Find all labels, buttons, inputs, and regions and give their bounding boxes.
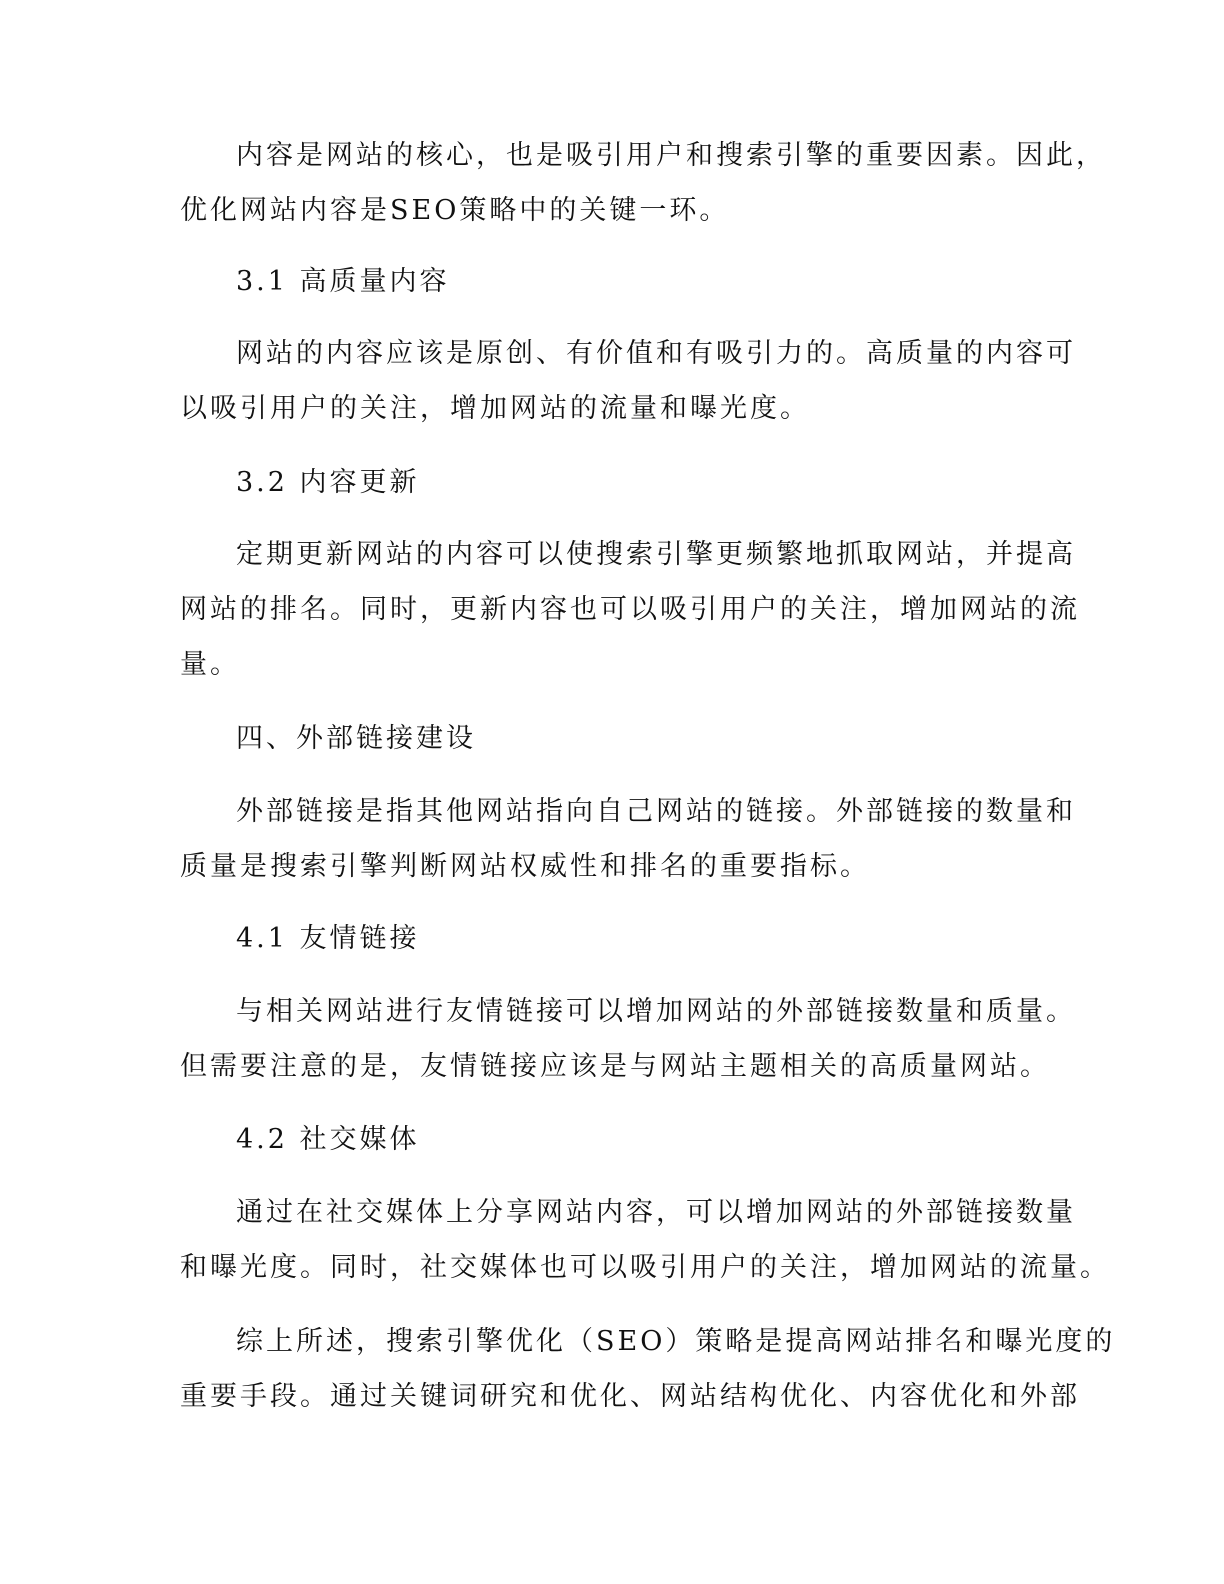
paragraph-line: 质量是搜索引擎判断网站权威性和排名的重要指标。 <box>180 851 870 882</box>
paragraph-line: 内容是网站的核心，也是吸引用户和搜索引擎的重要因素。因此， <box>236 140 1106 171</box>
paragraph-line: 和曝光度。同时，社交媒体也可以吸引用户的关注，增加网站的流量。 <box>180 1252 1110 1283</box>
paragraph-line: 综上所述，搜索引擎优化（SEO）策略是提高网站排名和曝光度的 <box>236 1326 1116 1357</box>
paragraph-line: 网站的内容应该是原创、有价值和有吸引力的。高质量的内容可 <box>236 338 1076 369</box>
paragraph-line: 通过在社交媒体上分享网站内容，可以增加网站的外部链接数量 <box>236 1197 1076 1228</box>
paragraph-line: 与相关网站进行友情链接可以增加网站的外部链接数量和质量。 <box>236 996 1076 1027</box>
paragraph-line: 但需要注意的是，友情链接应该是与网站主题相关的高质量网站。 <box>180 1051 1050 1082</box>
section-heading: 4.1 友情链接 <box>236 923 420 954</box>
section-heading: 四、外部链接建设 <box>236 723 476 754</box>
section-heading: 3.2 内容更新 <box>236 467 420 498</box>
paragraph-line: 网站的排名。同时，更新内容也可以吸引用户的关注，增加网站的流 <box>180 594 1080 625</box>
paragraph-line: 定期更新网站的内容可以使搜索引擎更频繁地抓取网站，并提高 <box>236 539 1076 570</box>
section-heading: 4.2 社交媒体 <box>236 1124 420 1155</box>
paragraph-line: 以吸引用户的关注，增加网站的流量和曝光度。 <box>180 393 810 424</box>
paragraph-line: 外部链接是指其他网站指向自己网站的链接。外部链接的数量和 <box>236 796 1076 827</box>
section-heading: 3.1 高质量内容 <box>236 266 450 297</box>
paragraph-line: 量。 <box>180 649 240 680</box>
paragraph-line: 重要手段。通过关键词研究和优化、网站结构优化、内容优化和外部 <box>180 1381 1080 1412</box>
paragraph-line: 优化网站内容是SEO策略中的关键一环。 <box>180 195 730 226</box>
